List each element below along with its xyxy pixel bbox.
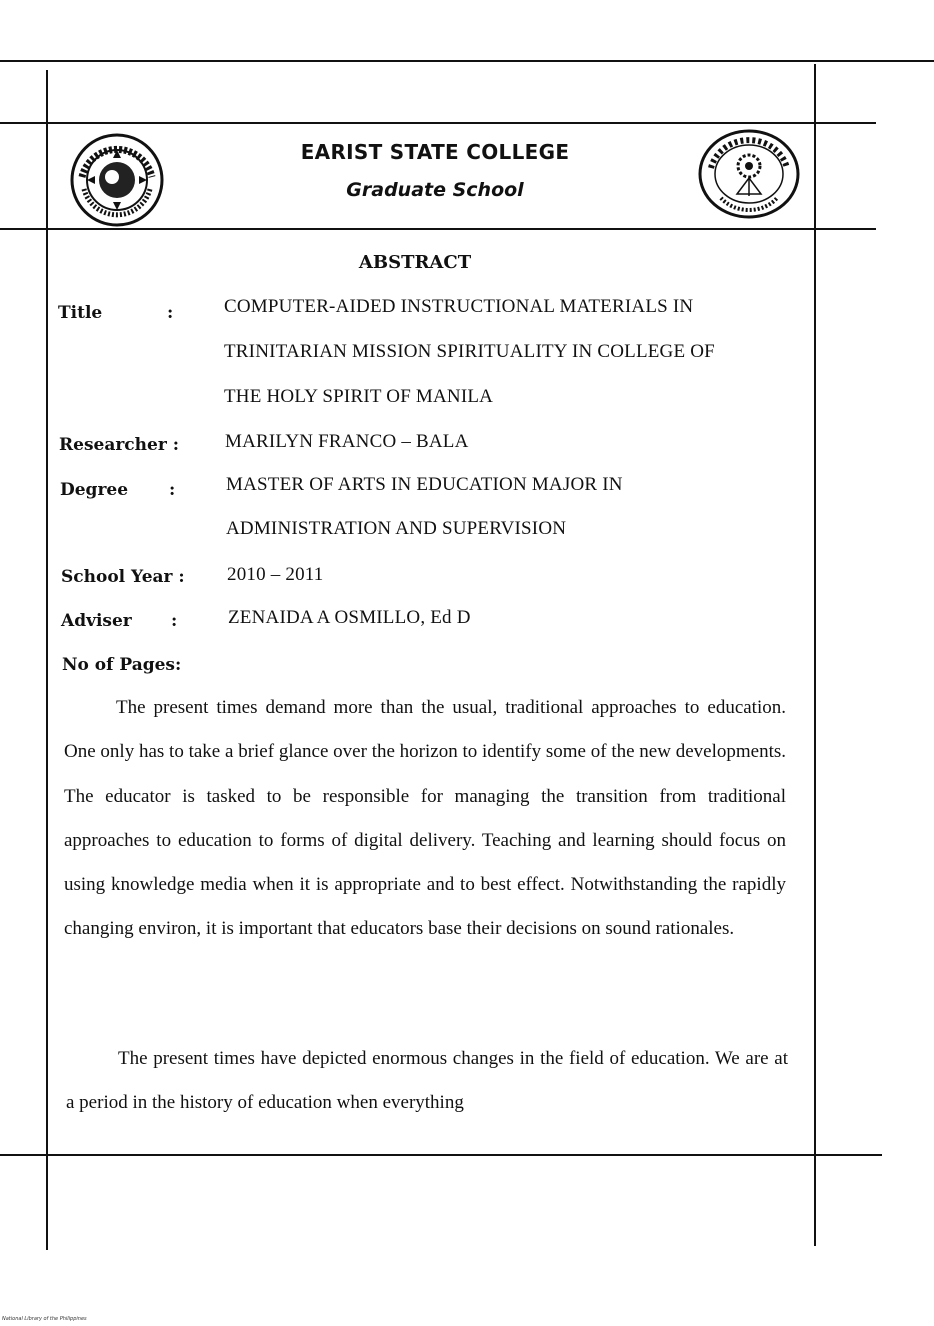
graduate-school-seal-logo — [697, 128, 801, 220]
college-seal-logo — [68, 133, 166, 227]
researcher-label: Researcher : — [59, 435, 179, 455]
school-year-label: School Year : — [61, 567, 185, 587]
college-name: EARIST STATE COLLEGE — [300, 140, 570, 164]
graduate-school-name: Graduate School — [346, 179, 524, 201]
left-margin-line — [46, 70, 48, 1250]
footer-caption: National Library of the Philippines — [2, 1316, 87, 1322]
title-line-2: TRINITARIAN MISSION SPIRITUALITY IN COLLEGE OF — [224, 341, 715, 362]
header-bottom-line — [0, 228, 876, 230]
header-top-line — [0, 122, 876, 124]
researcher-value: MARILYN FRANCO – BALA — [225, 431, 469, 452]
pages-label: No of Pages: — [62, 655, 182, 675]
adviser-value: ZENAIDA A OSMILLO, Ed D — [228, 607, 471, 628]
degree-line-1: MASTER OF ARTS IN EDUCATION MAJOR IN — [226, 474, 623, 495]
degree-colon: : — [169, 480, 176, 500]
right-margin-line — [814, 64, 816, 1246]
degree-line-2: ADMINISTRATION AND SUPERVISION — [226, 518, 567, 539]
adviser-label: Adviser — [61, 611, 132, 631]
abstract-heading: ABSTRACT — [358, 252, 472, 273]
bottom-border-line — [0, 1154, 882, 1156]
degree-label: Degree — [60, 480, 129, 500]
title-colon: : — [167, 303, 174, 323]
abstract-paragraph-1: The present times demand more than the usual, traditional approaches to education. One only has to take a brief glance over the horizon to identify some of the new developments. The educator is tasked to be responsible for managing the transition from traditional approaches to education to forms of digital delivery. Teaching and learning should focus on using knowledge media when it is appropriate and to best effect. Notwithstanding the rapidly changing environ, it is important that educators base their decisions on sound rationales. — [64, 697, 786, 940]
adviser-colon: : — [171, 611, 178, 631]
abstract-paragraph-2: The present times have depicted enormous changes in the field of education. We are at a period in the history of education when everything — [66, 1048, 788, 1114]
title-line-3: THE HOLY SPIRIT OF MANILA — [224, 386, 494, 407]
school-year-value: 2010 – 2011 — [227, 564, 324, 585]
title-label: Title — [58, 303, 103, 323]
title-line-1: COMPUTER-AIDED INSTRUCTIONAL MATERIALS IN — [224, 296, 694, 317]
top-border-line — [0, 60, 934, 62]
